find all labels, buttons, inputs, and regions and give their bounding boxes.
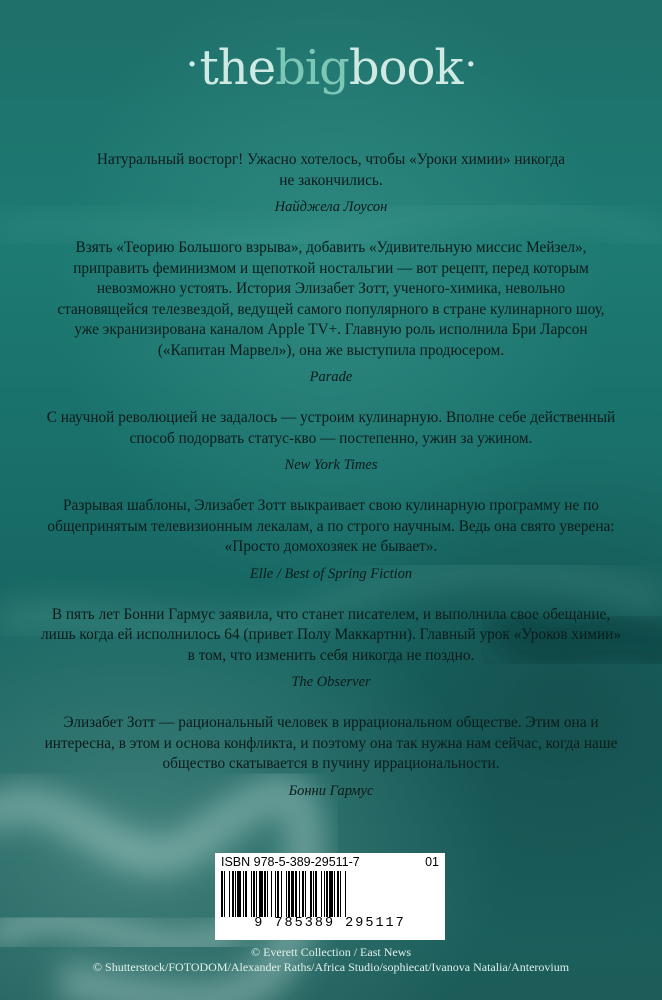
- review-quote: [40, 238, 622, 386]
- quote-text: Взять «Теорию Большого взрыва», добавить «Удивительную миссис Мейзел», приправить феминизмом и щепоткой ностальгии — вот рецепт, перед которым невозможно устоять. История Элизабет Зотт, ученого-химика, невольно становящейся телезвездой, ведущей самого популярного в стране кулинарного шоу, уже экранизирована каналом Apple TV+. Главную роль исполнила Бри Ларсон («Капитан Марвел»), она же выступила продюсером.: [57, 239, 605, 359]
- barcode-space: [346, 871, 348, 917]
- quote-text: Натуральный восторг! Ужасно хотелось, чтобы «Уроки химии» никогда не закончились.: [96, 151, 566, 189]
- review-quote: [40, 408, 622, 474]
- quote-source: Бонни Гармус: [288, 782, 374, 799]
- review-quote: [40, 496, 622, 583]
- review-quote: [40, 150, 622, 216]
- credit-line-1: © Everett Collection / East News: [250, 945, 412, 959]
- review-quote: [40, 605, 622, 692]
- quote-source: Parade: [309, 369, 353, 385]
- quote-text: Элизабет Зотт — рациональный человек в иррациональном обществе. Этим она и интересна, в этом и основа конфликта, и поэтому она так нужна нам сейчас, когда наше общество скатывается в пучину иррациональности.: [44, 714, 618, 772]
- quote-source: The Observer: [291, 674, 371, 690]
- quote-text: Разрывая шаблоны, Элизабет Зотт выкраивает свою кулинарную программу не по общепринятым телевизионным лекалам, а по строго научным. Ведь она свято уверена: «Просто домохозяек не бывает».: [47, 497, 615, 555]
- isbn-barcode: [215, 853, 445, 940]
- barcode-digits: 9 785389 295117: [254, 916, 406, 931]
- quote-text: В пять лет Бонни Гармус заявила, что станет писателем, и выполнила свое обещание, лишь когда ей исполнилось 64 (привет Полу Маккартни). Главный урок «Уроков химии» в том, что изменить себя никогда не поздно.: [41, 605, 621, 664]
- isbn-suffix: 01: [425, 855, 439, 869]
- review-quotes: [40, 150, 622, 822]
- barcode-bars: [221, 871, 439, 917]
- credit-line-2: © Shutterstock/FOTODOM/Alexander Raths/Africa Studio/sophiecat/Ivanova Natalia/Anterovium: [92, 960, 570, 974]
- publisher-logo: ·thebigbook·: [185, 40, 477, 96]
- review-quote: [40, 713, 622, 800]
- isbn-text: ISBN 978-5-389-29511-7: [221, 855, 360, 869]
- photo-credits: [0, 945, 662, 975]
- quote-source: New York Times: [284, 457, 378, 473]
- quote-source: Найджела Лоусон: [274, 199, 388, 215]
- quote-source: Elle / Best of Spring Fiction: [249, 565, 413, 582]
- quote-text: С научной революцией не задалось — устроим кулинарную. Вполне себе действенный способ подорвать статус-кво — постепенно, ужин за ужином.: [46, 409, 616, 447]
